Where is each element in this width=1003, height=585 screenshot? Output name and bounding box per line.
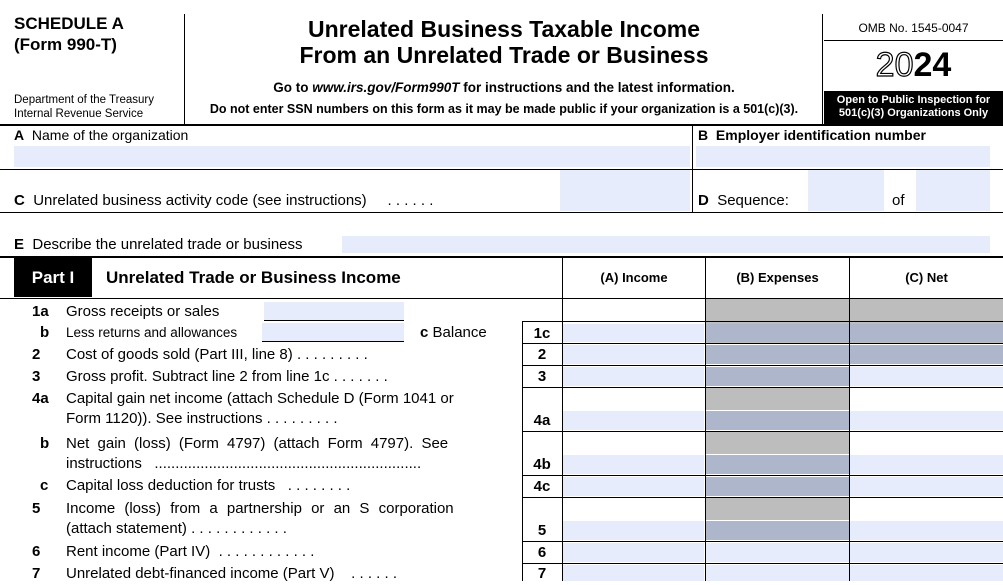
cell-4b-b-shaded bbox=[706, 455, 849, 474]
row-rule-1b bbox=[522, 321, 1003, 322]
line-7-number: 7 bbox=[32, 565, 41, 582]
line-2-label bbox=[66, 344, 368, 366]
row-rule-4c bbox=[522, 497, 1003, 498]
field-e-label bbox=[14, 236, 303, 253]
line-7-label bbox=[66, 563, 397, 585]
part-label: Part I bbox=[14, 258, 92, 297]
omb-number: OMB No. 1545-0047 bbox=[858, 21, 969, 35]
line-6-text: Rent income (Part IV) bbox=[66, 543, 211, 560]
line-1c-label bbox=[420, 322, 487, 344]
line-4b-dots: ................................................................ bbox=[154, 455, 422, 472]
line-4b-income-input[interactable] bbox=[563, 455, 704, 474]
row-rule-4b bbox=[522, 475, 1003, 476]
line-1a-underline bbox=[264, 320, 404, 321]
form-title-line2: From an Unrelated Trade or Business bbox=[299, 42, 709, 68]
row-rule-6 bbox=[522, 563, 1003, 564]
field-b-letter: B bbox=[698, 127, 709, 143]
line-2-income-input[interactable] bbox=[563, 345, 704, 364]
line-4b-label-line2 bbox=[66, 453, 498, 475]
goto-prefix: Go to bbox=[273, 80, 313, 95]
tax-year-bold: 24 bbox=[913, 46, 952, 84]
line-3-box: 3 bbox=[537, 368, 547, 385]
line-5-label-line1: Income (loss) from a partnership or an S corporation bbox=[66, 500, 454, 517]
line-3-net-input[interactable] bbox=[850, 367, 1003, 386]
line-4c-net-input[interactable] bbox=[850, 477, 1003, 496]
line-7-net-input[interactable] bbox=[850, 565, 1003, 581]
cell-2-b-shaded bbox=[706, 345, 849, 364]
line-2-dots: . . . . . . . . . bbox=[296, 346, 368, 363]
line-7-expenses-input[interactable] bbox=[706, 565, 849, 581]
field-a-letter: A bbox=[14, 127, 25, 143]
public-inspection-box bbox=[824, 91, 1003, 124]
field-c-letter: C bbox=[14, 192, 25, 209]
line-4a-number: 4a bbox=[32, 390, 49, 407]
field-d-letter: D bbox=[698, 192, 709, 209]
public-inspection-line2: 501(c)(3) Organizations Only bbox=[838, 107, 989, 119]
cell-1a-b-shaded bbox=[706, 299, 849, 321]
sequence-input[interactable] bbox=[808, 170, 884, 211]
line-1c-box: 1c bbox=[533, 325, 551, 342]
line-1a-label: Gross receipts or sales bbox=[66, 303, 220, 320]
line-5-number: 5 bbox=[32, 500, 41, 517]
line-4b-label-line1: Net gain (loss) (Form 4797) (attach Form 4797). See bbox=[66, 435, 449, 452]
line-1b-input[interactable] bbox=[262, 323, 404, 341]
field-c-label bbox=[14, 192, 433, 209]
line-4a-label-line2 bbox=[66, 408, 338, 430]
form-number: (Form 990-T) bbox=[14, 35, 117, 54]
field-d-label bbox=[698, 192, 789, 209]
col-b-header: (B) Expenses bbox=[736, 270, 819, 285]
field-e-letter: E bbox=[14, 236, 25, 253]
line-6-label bbox=[66, 541, 314, 563]
activity-code-input[interactable] bbox=[560, 170, 690, 211]
cell-3-b-shaded bbox=[706, 367, 849, 386]
line-2-text: Cost of goods sold (Part III, line 8) bbox=[66, 346, 293, 363]
line-1b-label: Less returns and allowances bbox=[66, 325, 238, 340]
field-b-label bbox=[698, 127, 926, 143]
tax-year bbox=[824, 45, 1003, 85]
field-b-text: Employer identification number bbox=[715, 127, 926, 143]
field-a-text: Name of the organization bbox=[31, 127, 189, 143]
line-6-number: 6 bbox=[32, 543, 41, 560]
row-rule-4a bbox=[522, 431, 1003, 432]
line-3-income-input[interactable] bbox=[563, 367, 704, 386]
dept-treasury: Department of the Treasury bbox=[14, 94, 154, 106]
line-5-label-line2 bbox=[66, 518, 287, 540]
line-3-dots: . . . . . . . bbox=[333, 368, 388, 385]
row-rule-5 bbox=[522, 541, 1003, 542]
line-1b-underline bbox=[262, 341, 404, 342]
line-4c-dots: . . . . . . . . bbox=[287, 477, 351, 494]
line-4b-box: 4b bbox=[533, 456, 551, 473]
cell-4b-b-shaded-top bbox=[706, 432, 849, 454]
line-1c-text: Balance bbox=[432, 324, 487, 341]
line-5-net-input[interactable] bbox=[850, 521, 1003, 540]
line-6-box: 6 bbox=[537, 544, 547, 561]
row-rule-2 bbox=[522, 365, 1003, 366]
tax-year-outline: 20 bbox=[875, 46, 914, 84]
line-4b-net-input[interactable] bbox=[850, 455, 1003, 474]
col-a-header: (A) Income bbox=[600, 270, 668, 285]
instructions-link[interactable]: www.irs.gov/Form990T bbox=[312, 80, 460, 95]
line-7-box: 7 bbox=[537, 565, 547, 582]
line-3-label bbox=[66, 366, 388, 388]
line-5-text2: (attach statement) bbox=[66, 520, 187, 537]
line-6-expenses-input[interactable] bbox=[706, 543, 849, 562]
line-7-text: Unrelated debt-financed income (Part V) bbox=[66, 565, 335, 582]
line-1c-letter: c bbox=[420, 324, 429, 341]
cell-4a-b-shaded-top bbox=[706, 388, 849, 410]
col-c-header: (C) Net bbox=[905, 270, 948, 285]
line-6-net-input[interactable] bbox=[850, 543, 1003, 562]
line-4c-label bbox=[66, 475, 350, 497]
line-1a-input[interactable] bbox=[264, 302, 404, 320]
line-4c-income-input[interactable] bbox=[563, 477, 704, 496]
line-2-box: 2 bbox=[537, 346, 547, 363]
omb-divider bbox=[824, 40, 1003, 41]
line-3-text: Gross profit. Subtract line 2 from line 1c bbox=[66, 368, 330, 385]
line-4c-box: 4c bbox=[533, 478, 551, 495]
line-4a-income-input[interactable] bbox=[563, 411, 704, 430]
line-1c-income-input[interactable] bbox=[563, 324, 704, 342]
organization-name-input[interactable] bbox=[14, 146, 690, 167]
line-7-dots: . . . . . . bbox=[351, 565, 397, 582]
cell-5-b-shaded-top bbox=[706, 498, 849, 520]
line-4a-text2: Form 1120)). See instructions bbox=[66, 410, 263, 427]
line-5-dots: . . . . . . . . . . . . bbox=[191, 520, 287, 537]
line-4b-text2: instructions bbox=[66, 455, 142, 472]
line-4a-box: 4a bbox=[533, 412, 551, 429]
line-1b-number: b bbox=[40, 324, 50, 341]
line-6-dots: . . . . . . . . . . . . bbox=[218, 543, 315, 560]
cell-4c-b-shaded bbox=[706, 477, 849, 496]
cell-5-b-shaded bbox=[706, 521, 849, 540]
irs-label: Internal Revenue Service bbox=[14, 108, 144, 120]
line-1a-number: 1a bbox=[32, 303, 49, 320]
ssn-warning: Do not enter SSN numbers on this form as it may be made public if your organization is a 501(c)(3). bbox=[209, 102, 799, 116]
row-rule-1c bbox=[522, 343, 1003, 344]
line-2-number: 2 bbox=[32, 346, 41, 363]
line-4a-net-input[interactable] bbox=[850, 411, 1003, 430]
field-a-label bbox=[14, 127, 188, 143]
part-title: Unrelated Trade or Business Income bbox=[106, 268, 401, 287]
cell-4a-b-shaded bbox=[706, 411, 849, 430]
trade-description-input[interactable] bbox=[342, 236, 990, 253]
header-divider-left bbox=[184, 14, 185, 124]
line-4a-dots: . . . . . . . . . bbox=[266, 410, 338, 427]
cd-bottom-rule bbox=[0, 212, 1003, 213]
row-rule-3 bbox=[522, 387, 1003, 388]
header-divider-right bbox=[822, 14, 823, 124]
cell-2-c-shaded bbox=[850, 345, 1003, 364]
field-c-dots: . . . . . . bbox=[387, 192, 434, 209]
instructions-line bbox=[186, 80, 822, 95]
ein-input[interactable] bbox=[696, 146, 990, 167]
goto-suffix: for instructions and the latest information. bbox=[459, 80, 735, 95]
line-4c-text: Capital loss deduction for trusts bbox=[66, 477, 276, 494]
header-bottom-rule bbox=[0, 124, 1003, 126]
field-e-text: Describe the unrelated trade or business bbox=[32, 236, 303, 253]
schedule-name: SCHEDULE A bbox=[14, 14, 124, 33]
line-4b-number: b bbox=[40, 435, 50, 452]
field-c-text: Unrelated business activity code (see instructions) bbox=[33, 192, 367, 209]
line-4a-label-line1: Capital gain net income (attach Schedule D (Form 1041 or bbox=[66, 390, 454, 407]
cell-1c-b-shaded bbox=[706, 324, 849, 342]
line-4c-number: c bbox=[40, 477, 49, 494]
public-inspection-line1: Open to Public Inspection for bbox=[836, 94, 991, 106]
line-6-income-input[interactable] bbox=[563, 543, 704, 562]
line-5-income-input[interactable] bbox=[563, 521, 704, 540]
cell-1a-c-shaded bbox=[850, 299, 1003, 321]
line-5-box: 5 bbox=[537, 522, 547, 539]
e-bottom-rule bbox=[0, 256, 1003, 258]
sequence-of-label: of bbox=[892, 192, 905, 209]
field-d-text: Sequence: bbox=[717, 192, 789, 209]
sequence-of-input[interactable] bbox=[916, 170, 990, 211]
line-3-number: 3 bbox=[32, 368, 41, 385]
line-7-income-input[interactable] bbox=[563, 565, 704, 581]
cell-1c-c-shaded bbox=[850, 324, 1003, 342]
form-title-line1: Unrelated Business Taxable Income bbox=[308, 16, 700, 42]
